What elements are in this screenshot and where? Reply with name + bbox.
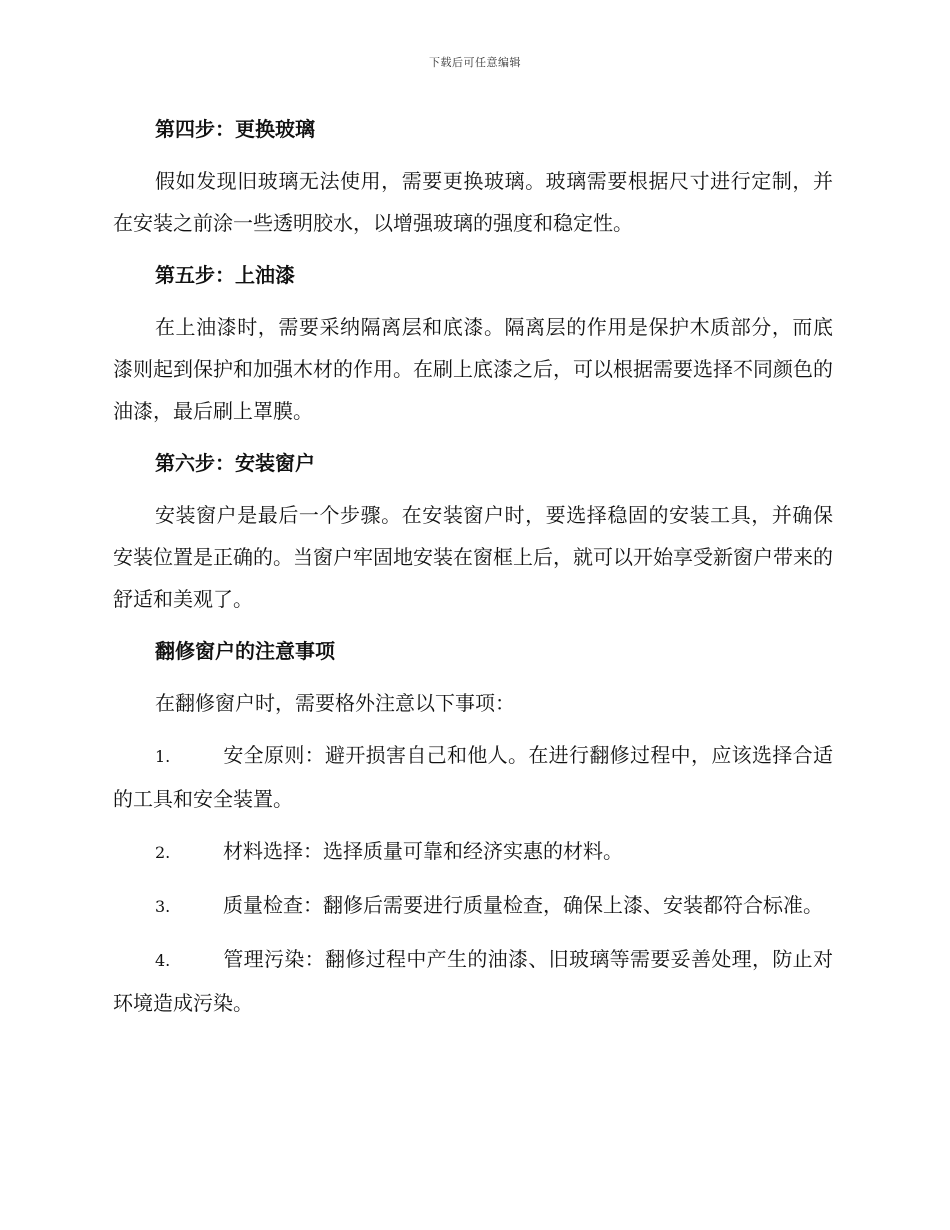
list-item-text: 材料选择：选择质量可靠和经济实惠的材料。 (223, 839, 623, 863)
list-item-number: 4. (155, 951, 171, 970)
document-body (113, 108, 833, 1034)
list-item (113, 884, 833, 928)
section-heading-step6: 第六步：安装窗户 (155, 451, 315, 475)
list-item-number: 2. (155, 843, 171, 862)
section-paragraph-step5: 在上油漆时，需要采纳隔离层和底漆。隔离层的作用是保护木质部分，而底漆则起到保护和加强木材的作用。在刷上底漆之后，可以根据需要选择不同颜色的油漆，最后刷上罩膜。 (113, 315, 833, 423)
list-item-number: 3. (155, 897, 171, 916)
list-item (113, 938, 833, 1024)
section-heading-step4: 第四步：更换玻璃 (155, 117, 315, 141)
section-heading-step5: 第五步：上油漆 (155, 263, 295, 287)
notes-intro: 在翻修窗户时，需要格外注意以下事项： (155, 691, 515, 715)
list-item-text: 质量检查：翻修后需要进行质量检查，确保上漆、安装都符合标准。 (223, 893, 823, 917)
notes-heading: 翻修窗户的注意事项 (155, 639, 335, 663)
page-header: 下载后可任意编辑 (429, 56, 521, 69)
list-item-text: 管理污染：翻修过程中产生的油漆、旧玻璃等需要妥善处理，防止对环境造成污染。 (113, 947, 833, 1015)
section-paragraph-step6: 安装窗户是最后一个步骤。在安装窗户时，要选择稳固的安装工具，并确保安装位置是正确的。当窗户牢固地安装在窗框上后，就可以开始享受新窗户带来的舒适和美观了。 (113, 503, 833, 611)
list-item-text: 安全原则：避开损害自己和他人。在进行翻修过程中，应该选择合适的工具和安全装置。 (113, 743, 833, 811)
list-item-number: 1. (155, 747, 171, 766)
list-item (113, 734, 833, 820)
section-paragraph-step4: 假如发现旧玻璃无法使用，需要更换玻璃。玻璃需要根据尺寸进行定制，并在安装之前涂一些透明胶水，以增强玻璃的强度和稳定性。 (113, 169, 833, 235)
list-item (113, 830, 833, 874)
